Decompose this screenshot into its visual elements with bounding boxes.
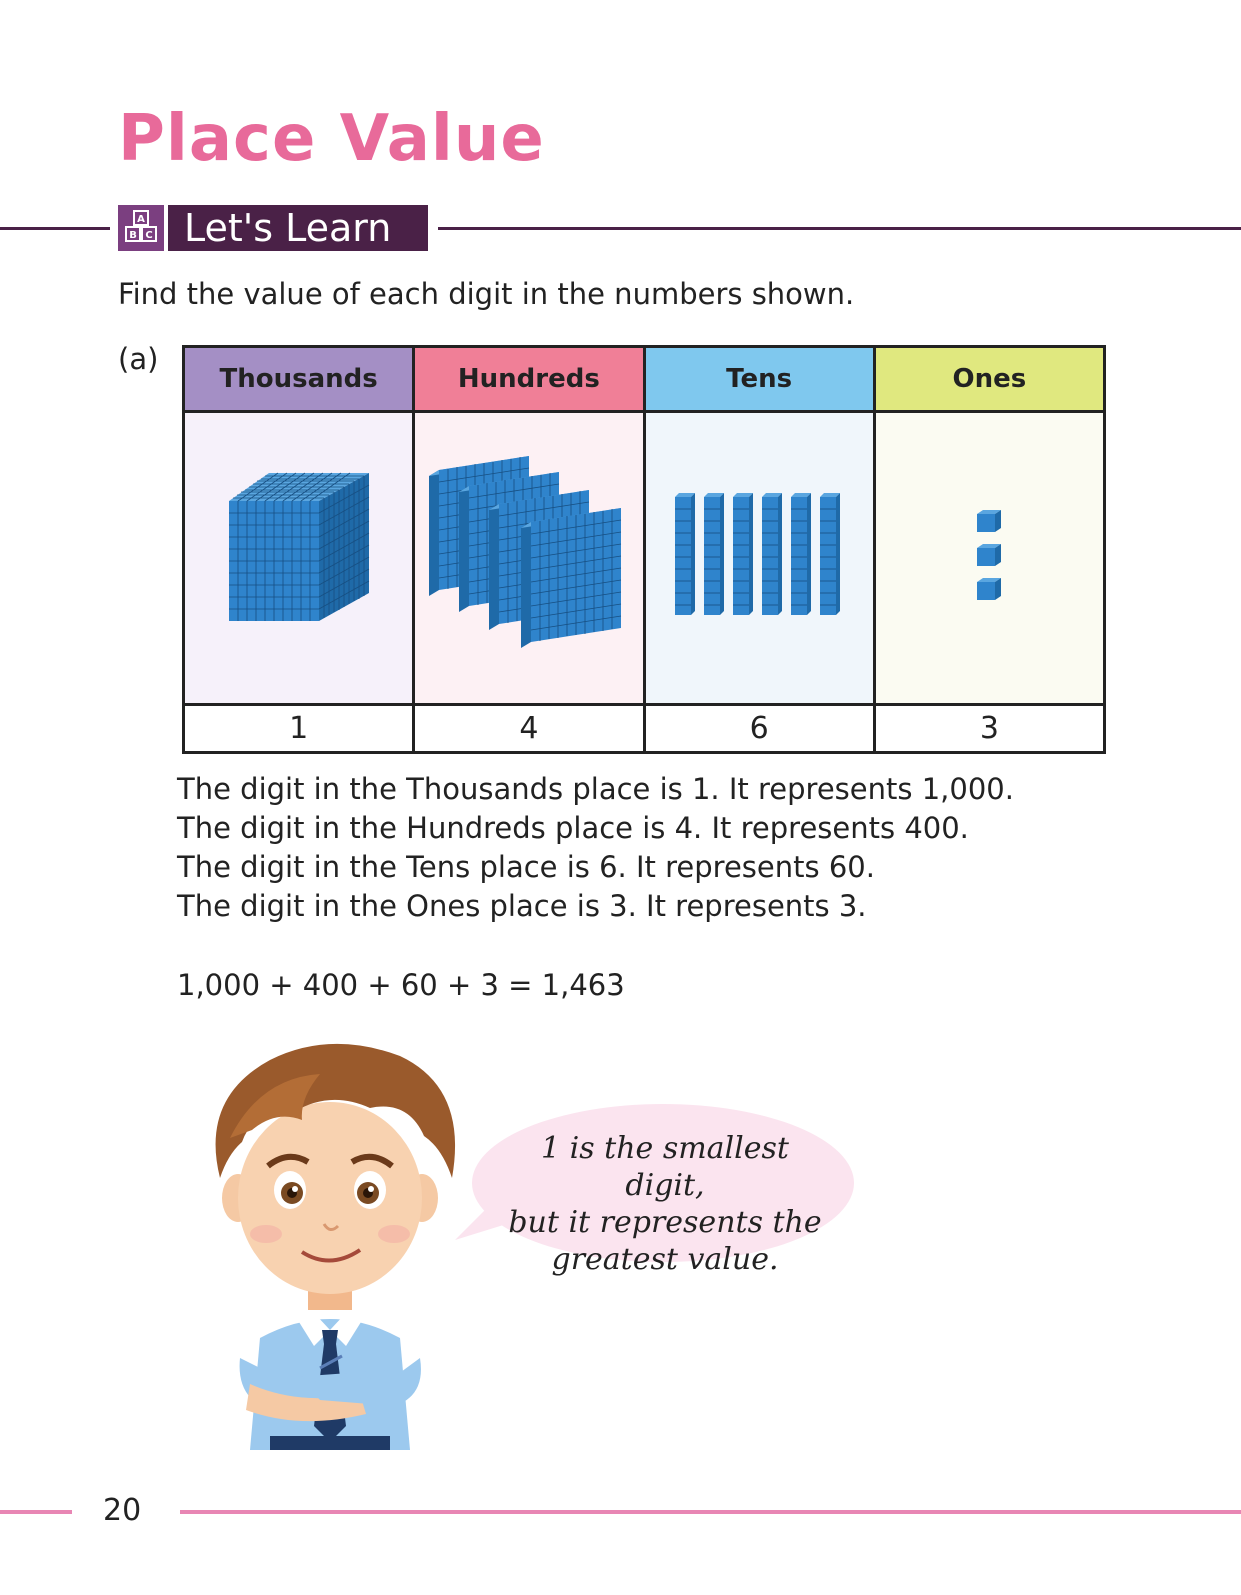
cell-thousands-blocks: [184, 412, 414, 705]
place-value-table: [182, 345, 1106, 754]
footer-line-right: [180, 1510, 1241, 1514]
speech-line: but it represents the: [508, 1205, 822, 1240]
table-header-row: [184, 347, 1105, 412]
header-tens: Tens: [644, 347, 874, 412]
statement-thousands: The digit in the Thousands place is 1. It represents 1,000.: [177, 772, 1014, 806]
page-title: Place Value: [118, 102, 545, 176]
part-label: (a): [118, 342, 159, 376]
header-hundreds: Hundreds: [414, 347, 644, 412]
thousand-cube-icon: [209, 471, 389, 641]
statement-tens: The digit in the Tens place is 6. It represents 60.: [177, 850, 875, 884]
svg-text:C: C: [145, 230, 153, 241]
ten-rod-icon: [669, 491, 849, 621]
page-number: 20: [103, 1493, 142, 1528]
svg-text:A: A: [137, 214, 145, 225]
unit-cube-icon: [969, 506, 1009, 606]
hundred-flat-icon: [429, 456, 629, 656]
section-divider-right: [438, 227, 1241, 230]
section-divider-left: [0, 227, 110, 230]
sum-equation: 1,000 + 400 + 60 + 3 = 1,463: [177, 968, 625, 1002]
digit-hundreds: 4: [414, 705, 644, 753]
statement-hundreds: The digit in the Hundreds place is 4. It represents 400.: [177, 811, 969, 845]
svg-text:B: B: [129, 230, 137, 241]
digit-thousands: 1: [184, 705, 414, 753]
statement-ones: The digit in the Ones place is 3. It represents 3.: [177, 889, 867, 923]
digit-tens: 6: [644, 705, 874, 753]
boy-character-illustration: [190, 1038, 480, 1458]
cell-ones-blocks: [874, 412, 1104, 705]
cell-tens-blocks: [644, 412, 874, 705]
speech-line: 1 is the smallest digit,: [541, 1131, 789, 1203]
instruction-text: Find the value of each digit in the numbers shown.: [118, 277, 855, 311]
table-digit-row: [184, 705, 1105, 753]
footer-line-left: [0, 1510, 72, 1514]
abc-blocks-icon: [118, 205, 164, 251]
speech-line: greatest value.: [551, 1242, 779, 1277]
header-thousands: Thousands: [184, 347, 414, 412]
table-picture-row: [184, 412, 1105, 705]
speech-bubble-text: [500, 1130, 830, 1278]
cell-hundreds-blocks: [414, 412, 644, 705]
header-ones: Ones: [874, 347, 1104, 412]
digit-ones: 3: [874, 705, 1104, 753]
section-label: Let's Learn: [168, 205, 428, 251]
